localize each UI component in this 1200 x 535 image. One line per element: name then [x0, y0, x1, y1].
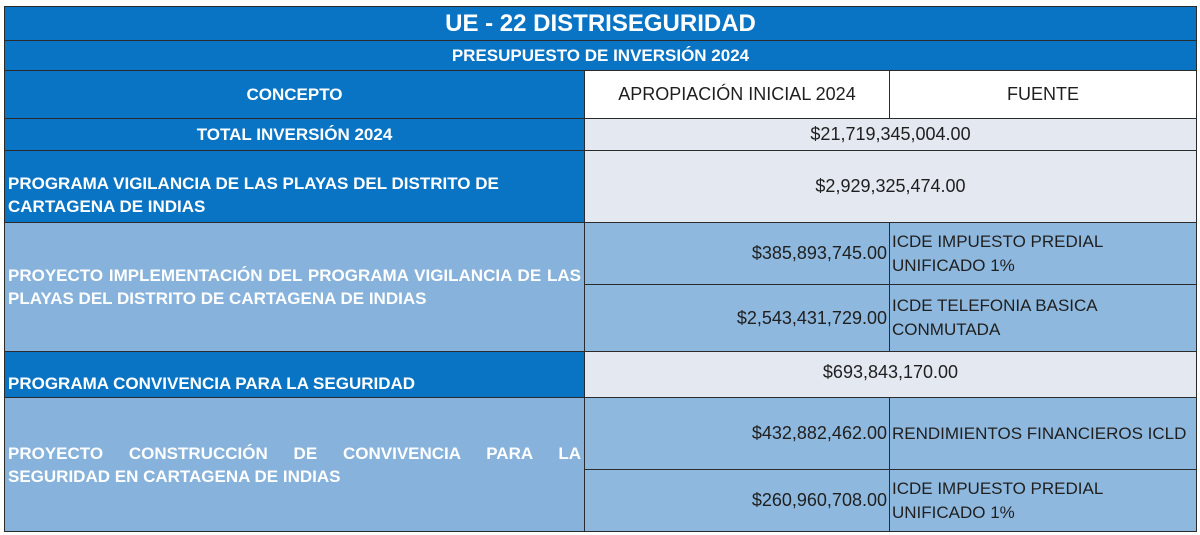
total-label: TOTAL INVERSIÓN 2024 [5, 119, 585, 151]
proyecto2-source-1: RENDIMIENTOS FINANCIEROS ICLD [890, 398, 1197, 470]
proyecto1-label: PROYECTO IMPLEMENTACIÓN DEL PROGRAMA VIGILANCIA DE LAS PLAYAS DEL DISTRITO DE CARTAGENA DE INDIAS [5, 223, 585, 352]
header-row [5, 71, 1197, 119]
table-subtitle: PRESUPUESTO DE INVERSIÓN 2024 [5, 41, 1197, 71]
proyecto2-source-2: ICDE IMPUESTO PREDIAL UNIFICADO 1% [890, 470, 1197, 532]
programa2-value: $693,843,170.00 [585, 352, 1197, 398]
proyecto2-value-2: $260,960,708.00 [585, 470, 890, 532]
header-fuente: FUENTE [890, 71, 1197, 119]
proyecto2-row-1 [5, 398, 1197, 470]
subtitle-row [5, 41, 1197, 71]
proyecto1-source-2: ICDE TELEFONIA BASICA CONMUTADA [890, 285, 1197, 352]
proyecto2-label: PROYECTO CONSTRUCCIÓN DE CONVIVENCIA PARA LA SEGURIDAD EN CARTAGENA DE INDIAS [5, 398, 585, 532]
programa1-row [5, 151, 1197, 223]
table-title: UE - 22 DISTRISEGURIDAD [5, 7, 1197, 41]
proyecto1-source-1: ICDE IMPUESTO PREDIAL UNIFICADO 1% [890, 223, 1197, 285]
budget-table-container [4, 6, 1196, 532]
title-row [5, 7, 1197, 41]
proyecto1-value-2: $2,543,431,729.00 [585, 285, 890, 352]
budget-table [4, 6, 1197, 532]
programa1-label: PROGRAMA VIGILANCIA DE LAS PLAYAS DEL DISTRITO DE CARTAGENA DE INDIAS [5, 151, 585, 223]
proyecto1-row-1 [5, 223, 1197, 285]
programa2-row [5, 352, 1197, 398]
header-concepto: CONCEPTO [5, 71, 585, 119]
total-value: $21,719,345,004.00 [585, 119, 1197, 151]
proyecto2-value-1: $432,882,462.00 [585, 398, 890, 470]
total-row [5, 119, 1197, 151]
header-apropiacion: APROPIACIÓN INICIAL 2024 [585, 71, 890, 119]
programa2-label: PROGRAMA CONVIVENCIA PARA LA SEGURIDAD [5, 352, 585, 398]
programa1-value: $2,929,325,474.00 [585, 151, 1197, 223]
proyecto1-value-1: $385,893,745.00 [585, 223, 890, 285]
